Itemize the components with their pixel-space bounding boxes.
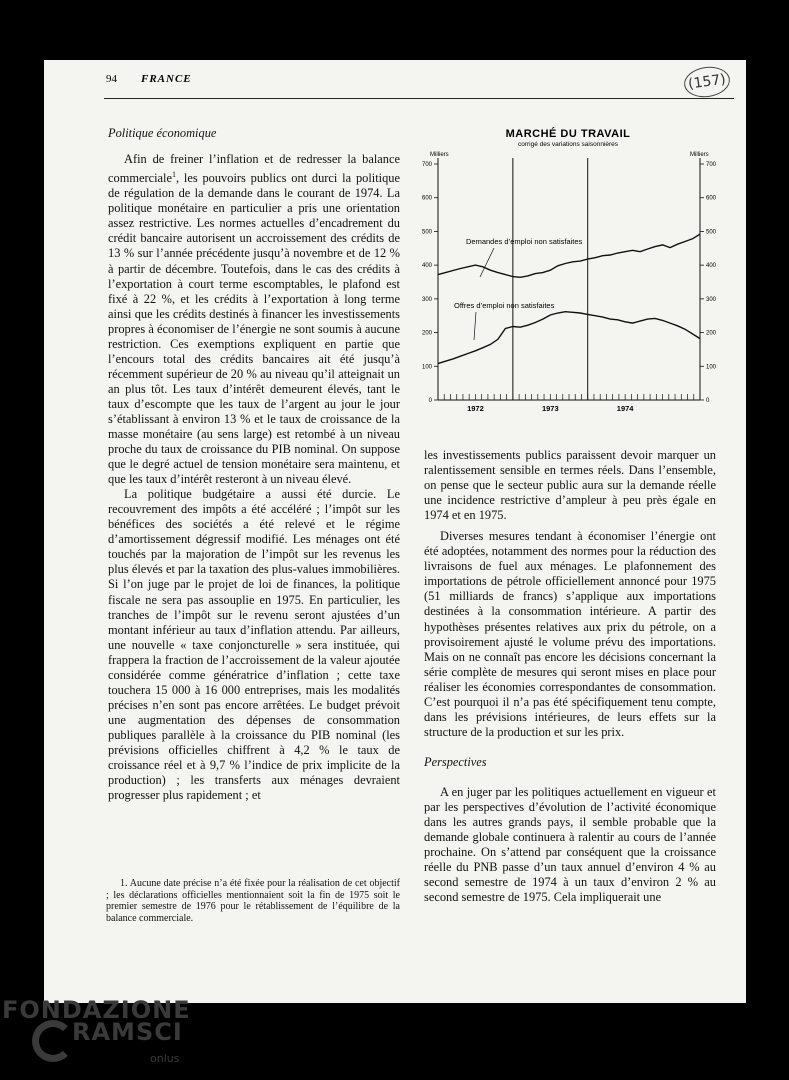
- chart-title: MARCHÉ DU TRAVAIL: [505, 128, 631, 140]
- paragraph: les investissements publics paraissent devoir marquer un ralentissement sensible en termes réels. Dans l’ensemble, on pense que le secteur public aura sur la demande réelle une incidence restrictive d’ampleur à peu près égale en 1974 et en 1975.: [424, 448, 716, 523]
- y-tick-label-right: 600: [706, 195, 717, 202]
- y-tick-label-left: 600: [421, 195, 432, 202]
- x-tick-label: 1973: [541, 404, 559, 413]
- y-tick-label-right: 400: [706, 263, 717, 270]
- y-tick-label-left: 500: [421, 229, 432, 236]
- watermark-line1: FONDAZIONE: [2, 996, 191, 1024]
- y-tick-label-right: 300: [706, 296, 717, 303]
- leader-demandes: [480, 248, 494, 277]
- y-tick-label-left: 700: [421, 162, 432, 168]
- y-tick-label-left: 0: [428, 398, 432, 404]
- y-axis-label-left: Milliers: [430, 152, 449, 158]
- archive-stamp: (157): [682, 64, 732, 100]
- y-tick-label-right: 500: [706, 229, 717, 236]
- watermark-line3: onlus: [150, 1052, 180, 1065]
- section-title-politique: Politique économique: [108, 126, 217, 140]
- leader-offres: [474, 312, 476, 340]
- labour-market-chart: [414, 148, 724, 422]
- series-line-offres: [438, 312, 700, 364]
- y-tick-label-left: 400: [421, 263, 432, 270]
- x-tick-label: 1972: [467, 404, 484, 413]
- paragraph: Afin de freiner l’inflation et de redresser la balance commerciale$^1$, les pouvoirs publics ont durci la politique de régulation de la demande dans le courant de 1974. La politique monétaire en particulier a pris une orientation assez restrictive. Les normes actuelles d’encadrement du crédit bancaire autorisent un accroissement des crédits de 13 % sur l’année précédente jusqu’à novembre et de 12 % à partir de décembre. Toutefois, dans le cas des crédits à l’exportation à court terme escomptables, le plafond est fixé à 22 %, et les crédits à l’exportation à long terme ainsi que les crédits destinés à financer les investissements propres à économiser de l’énergie ne sont soumis à aucune restriction. Ces exemptions expliquent en partie que l’encours total des crédits bancaires ait été jusqu’à récemment supérieur de 20 % au niveau qu’il atteignait un an plus tôt. Les taux d’intérêt demeurent élevés, tant le taux d’escompte que les taux de l’argent au jour le jour s’établissant à environ 13 % et le taux de croissance de la masse monétaire (au sens large) est retombé à un niveau proche du taux de croissance du PIB nominal. On suppose que le degré actuel de tension monétaire sera maintenu, et que les taux d’intérêt resteront à un niveau élevé.: [108, 152, 400, 487]
- y-tick-label-right: 0: [706, 398, 710, 404]
- y-tick-label-left: 100: [421, 364, 432, 371]
- y-axis-label-right: Milliers: [690, 152, 709, 158]
- paragraph: Diverses mesures tendant à économiser l’énergie ont été adoptées, notamment des normes pour la réduction des livraisons de fuel aux ménages. Le plafonnement des importations de pétrole officiellement annoncé pour 1975 (51 milliards de francs) s’applique aux importations destinées à la consommation intérieure. A partir des hypothèses présentes relatives aux prix du pétrole, on a provisoirement ajusté le volume prévu des importations. Mais on ne connaît pas encore les décisions concernant la série complète de mesures qui seront mises en place pour réaliser les économies correspondantes de consommation. C’est pourquoi il n’a pas été spécifiquement tenu compte, dans les prévisions intérieures, de leurs effets sur la structure de la production et sur les prix.: [424, 529, 716, 739]
- left-column: [108, 126, 400, 803]
- paragraph: A en juger par les politiques actuellement en vigueur et par les perspectives d’évolution de l’activité économique dans les autres grands pays, il semble probable que la demande globale continuera à ralentir au cours de l’année prochaine. On s’attend par conséquent que la croissance réelle du PNB passe d’un taux annuel d’environ 4 % au second semestre de 1974 à un taux d’environ 2 % au second semestre de 1975. Cela impliquerait une: [424, 784, 716, 905]
- y-tick-label-left: 300: [421, 296, 432, 303]
- y-tick-label-right: 100: [706, 364, 717, 371]
- page-number: 94: [106, 73, 117, 85]
- x-tick-label: 1974: [616, 404, 634, 413]
- section-title-perspectives: Perspectives: [424, 754, 487, 769]
- legend-offres: Offres d’emploi non satisfaites: [454, 301, 555, 310]
- header-rule: [104, 98, 734, 99]
- legend-demandes: Demandes d’emploi non satisfaites: [466, 237, 583, 246]
- document-page: [44, 60, 746, 1003]
- right-column: [424, 448, 716, 905]
- paragraph: La politique budgétaire a aussi été durcie. Le recouvrement des impôts a été accéléré ; l’impôt sur les bénéfices des sociétés a été relevé et le régime d’amortissement dégressif modifié. Les ménages ont été touchés par la majoration de l’impôt sur les revenus les plus élevés et par la taxation des plus-values immobilières. Si l’on juge par le projet de loi de finances, la politique fiscale ne sera pas assouplie en 1975. En particulier, les tranches de l’impôt sur le revenu seront ajustées d’un montant inférieur au taux d’inflation attendu. Par ailleurs, une nouvelle « taxe conjoncturelle » sera instituée, qui frappera la fraction de l’accroissement de la valeur ajoutée considérée comme génératrice d’inflation ; cette taxe touchera 15 000 à 16 000 entreprises, mais les modalités précises n’en sont pas encore arrêtées. Le budget prévoit une augmentation des dépenses de consommation publiques parallèle à la croissance du PIB nominal (les prévisions officielles chiffrent à 4,2 % le taux de croissance réel et à 9,7 % l’indice de prix implicite de la production) ; les transferts aux ménages devraient progresser plus rapidement ; et: [108, 487, 400, 803]
- watermark-line2: RAMSCI: [72, 1018, 183, 1046]
- running-title: FRANCE: [141, 73, 192, 85]
- chart-subtitle: corrigé des variations saisonnières: [517, 141, 619, 148]
- y-tick-label-right: 200: [706, 330, 717, 337]
- watermark-g-logo: [32, 1020, 74, 1062]
- y-tick-label-right: 700: [706, 162, 717, 168]
- y-tick-label-left: 200: [421, 330, 432, 337]
- footnote: 1. Aucune date précise n’a été fixée pour la réalisation de cet objectif ; les déclarations officielles mentionnaient soit la fin de 1975 soit le premier semestre de 1976 pour le rétablissement de l’équilibre de la balance commerciale.: [106, 878, 400, 924]
